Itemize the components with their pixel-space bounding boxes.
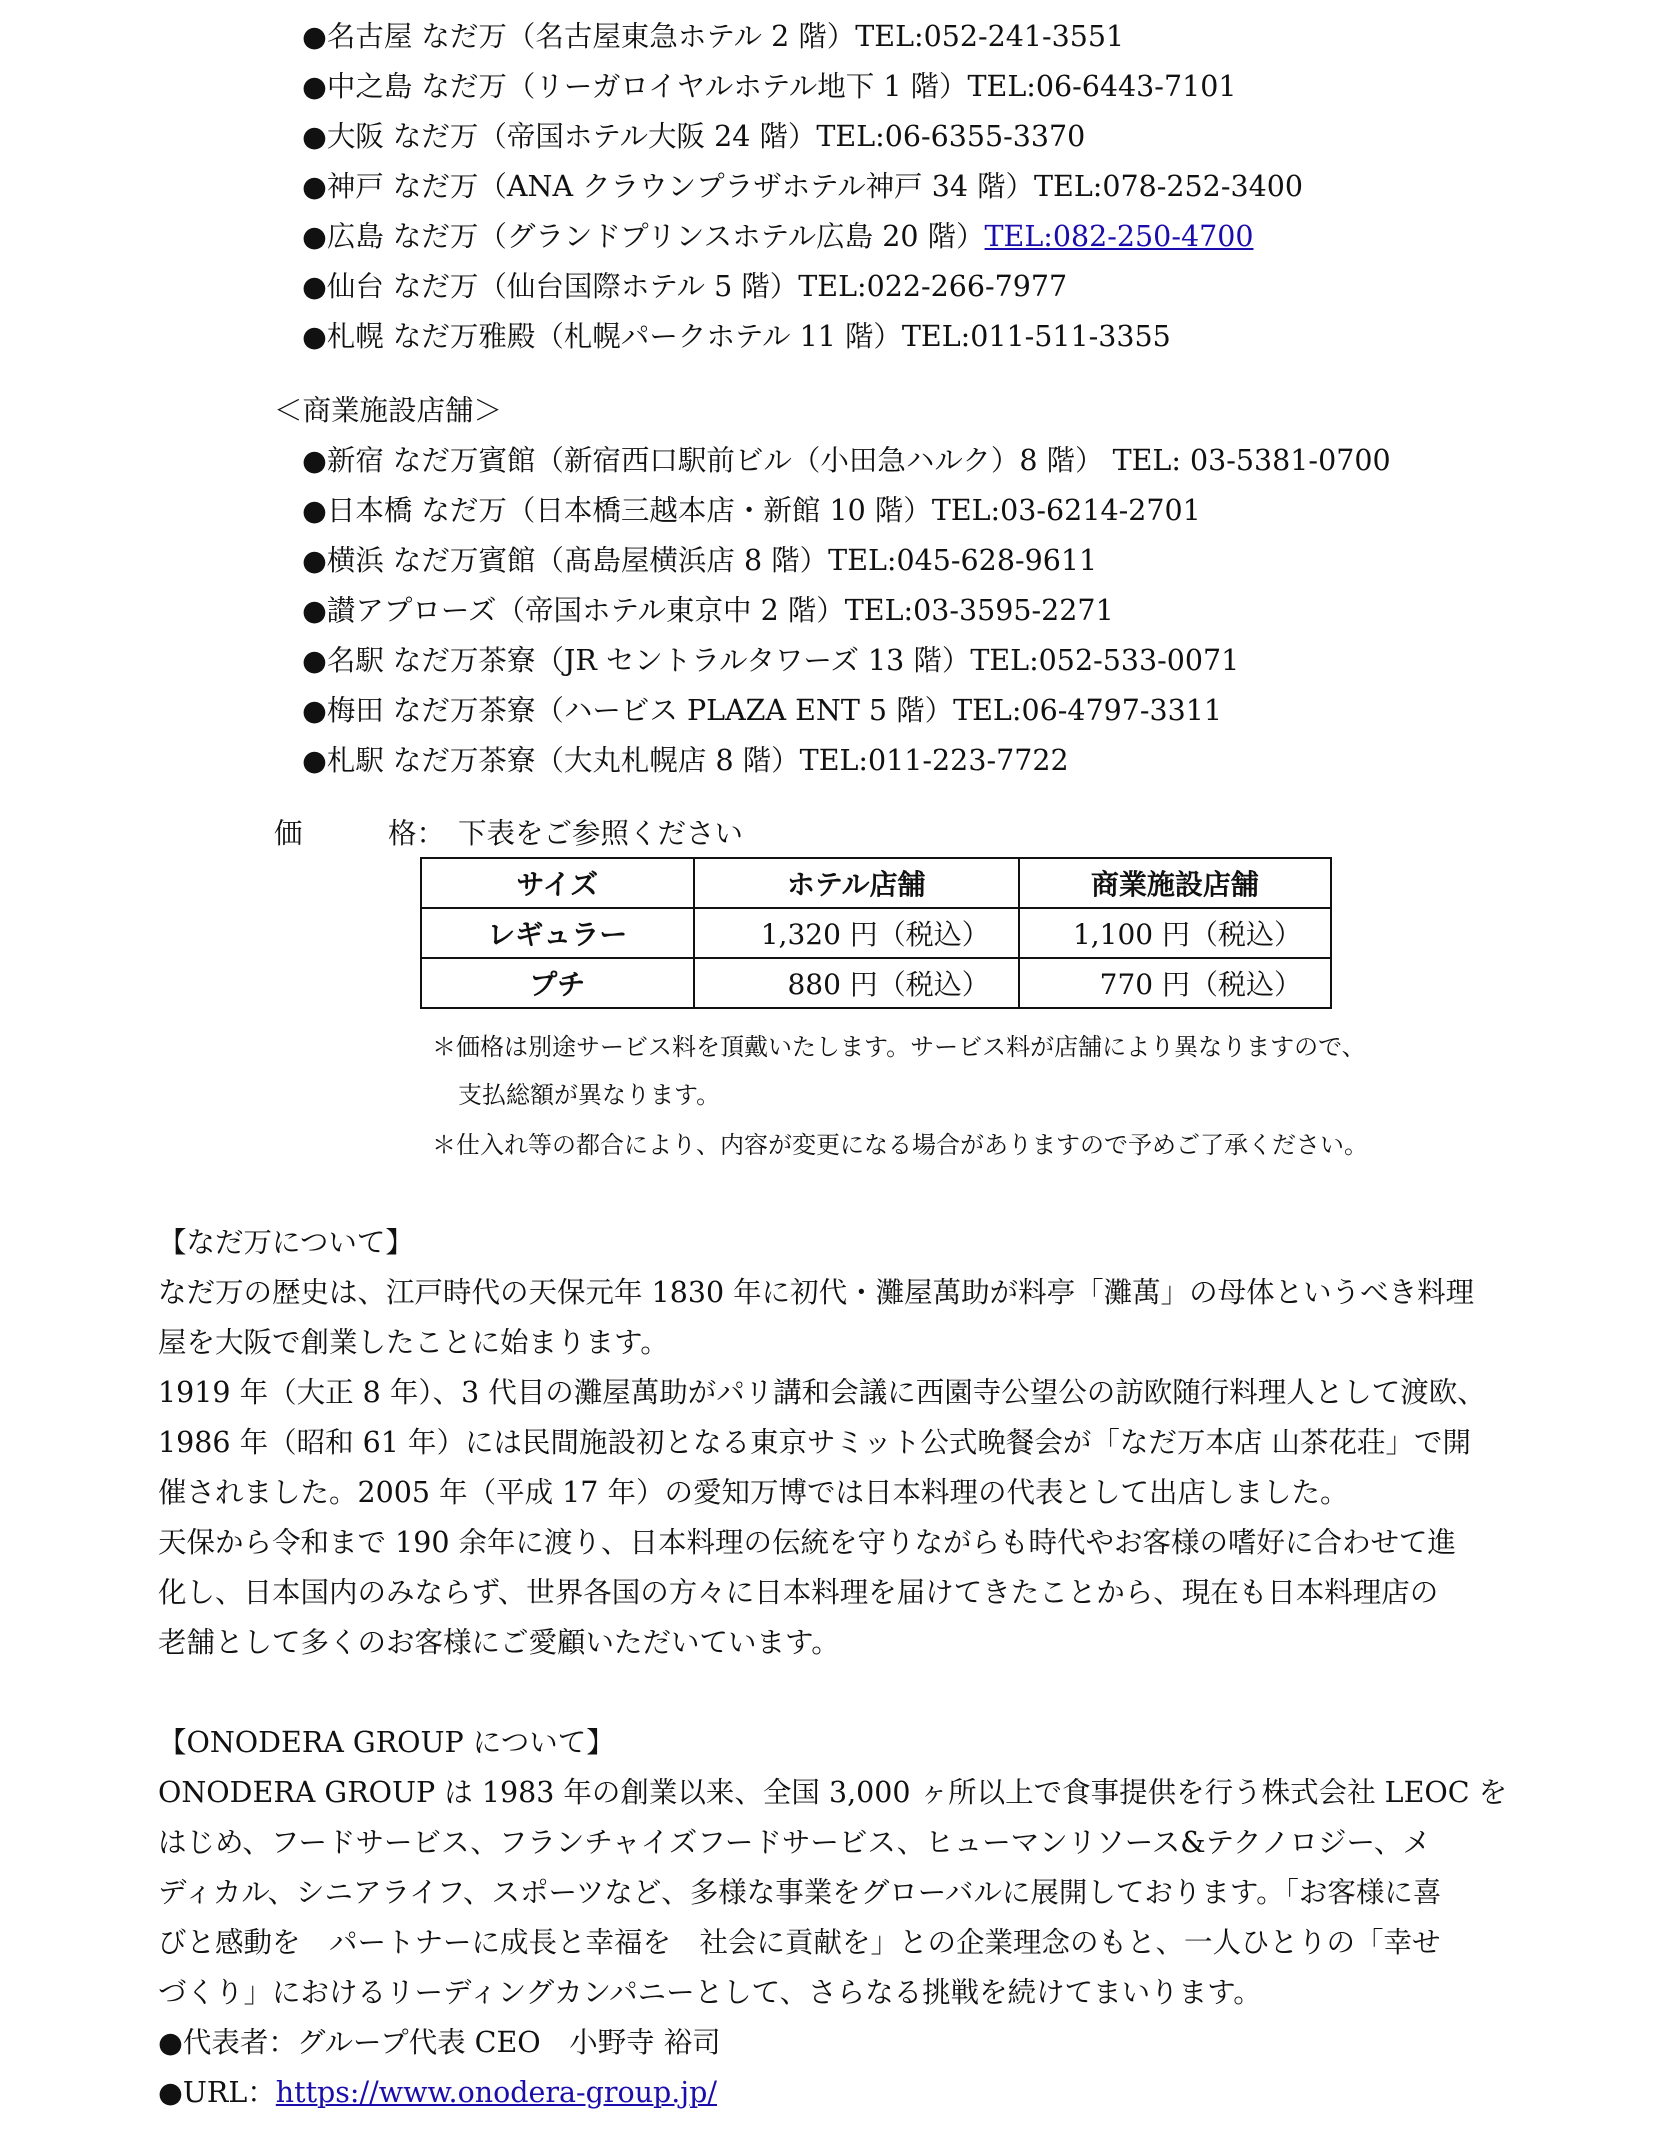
hotel-store-hiroshima-text: ●広島 なだ万（グランドプリンスホテル広島 20 階） [302,220,985,253]
about-nadaman-line: 老舗として多くのお客様にご愛顧いただいています。 [158,1626,840,1659]
about-nadaman-line: なだ万の歴史は、江戸時代の天保元年 1830 年に初代・灘屋萬助が料亭「灘萬」の母体というべき料理 [158,1276,1475,1309]
hotel-store-nakanoshima: ●中之島 なだ万（リーガロイヤルホテル地下 1 階）TEL:06-6443-7101 [302,70,1237,103]
commercial-store-shinjuku: ●新宿 なだ万賓館（新宿西口駅前ビル（小田急ハルク）8 階） TEL: 03-5381-0700 [302,444,1391,477]
about-onodera-line: びと感動を パートナーに成長と幸福を 社会に貢献を」との企業理念のもと、一人ひとりの「幸せ [158,1926,1441,1959]
url-label: ●URL： [158,2076,276,2109]
price-commercial-cell: 1,100 円（税込） [1019,908,1331,958]
about-onodera-line: ディカル、シニアライフ、スポーツなど、多様な事業をグローバルに展開しております。「お客様に喜 [158,1876,1442,1909]
price-table-row [421,958,1331,1008]
commercial-store-umeda: ●梅田 なだ万茶寮（ハービス PLAZA ENT 5 階）TEL:06-4797-3311 [302,694,1223,727]
price-text: 下表をご参照ください [458,817,744,850]
price-table [420,857,1332,1009]
price-label: 価 格： [274,817,446,850]
price-commercial-cell: 770 円（税込） [1019,958,1331,1008]
price-hotel-cell: 880 円（税込） [694,958,1019,1008]
commercial-store-nihonbashi: ●日本橋 なだ万（日本橋三越本店・新館 10 階）TEL:03-6214-2701 [302,494,1201,527]
price-header-hotel: ホテル店舗 [694,858,1019,908]
about-nadaman-line: 屋を大阪で創業したことに始まります。 [158,1326,669,1359]
url-line [158,2073,717,2113]
price-size-cell: プチ [421,958,694,1008]
price-table-row [421,908,1331,958]
price-note-1: ＊価格は別途サービス料を頂戴いたします。サービス料が店舗により異なりますので、 [432,1033,1366,1061]
about-nadaman-line: 1919 年（大正 8 年）、3 代目の灘屋萬助がパリ講和会議に西園寺公望公の訪欧随行料理人として渡欧、 [158,1376,1486,1409]
price-header-commercial: 商業施設店舗 [1019,858,1331,908]
about-onodera-line: はじめ、フードサービス、フランチャイズフードサービス、ヒューマンリソース&テクノロジー、メ [158,1826,1431,1859]
hotel-store-hiroshima [302,217,1253,257]
about-nadaman-line: 1986 年（昭和 61 年）には民間施設初となる東京サミット公式晩餐会が「なだ万本店 山茶花荘」で開 [158,1426,1471,1459]
onodera-url-link[interactable]: https://www.onodera-group.jp/ [275,2076,717,2109]
about-onodera-line: づくり」におけるリーディングカンパニーとして、さらなる挑戦を続けてまいります。 [158,1976,1262,2009]
hotel-store-sapporo: ●札幌 なだ万雅殿（札幌パークホテル 11 階）TEL:011-511-3355 [302,320,1171,353]
price-hotel-cell: 1,320 円（税込） [694,908,1019,958]
price-note-3: ＊仕入れ等の都合により、内容が変更になる場合がありますので予めご了承ください。 [432,1131,1368,1159]
about-nadaman-line: 化し、日本国内のみならず、世界各国の方々に日本料理を届けてきたことから、現在も日本料理店の [158,1576,1439,1609]
representative: ●代表者：グループ代表 CEO 小野寺 裕司 [158,2026,721,2059]
hiroshima-tel-link[interactable]: TEL:082-250-4700 [984,220,1254,253]
commercial-store-yokohama: ●横浜 なだ万賓館（髙島屋横浜店 8 階）TEL:045-628-9611 [302,544,1098,577]
about-nadaman-heading: 【なだ万について】 [158,1226,414,1259]
hotel-store-nagoya: ●名古屋 なだ万（名古屋東急ホテル 2 階）TEL:052-241-3551 [302,20,1125,53]
about-nadaman-line: 天保から令和まで 190 余年に渡り、日本料理の伝統を守りながらも時代やお客様の嗜好に合わせて進 [158,1526,1457,1559]
hotel-store-sendai: ●仙台 なだ万（仙台国際ホテル 5 階）TEL:022-266-7977 [302,270,1068,303]
commercial-store-applause: ●讃アプローズ（帝国ホテル東京中 2 階）TEL:03-3595-2271 [302,594,1114,627]
about-onodera-heading: 【ONODERA GROUP について】 [158,1726,615,1759]
price-note-2: 支払総額が異なります。 [458,1081,721,1109]
hotel-store-kobe: ●神戸 なだ万（ANA クラウンプラザホテル神戸 34 階）TEL:078-252-3400 [302,170,1303,203]
price-size-cell: レギュラー [421,908,694,958]
commercial-store-sapporo-station: ●札駅 なだ万茶寮（大丸札幌店 8 階）TEL:011-223-7722 [302,744,1069,777]
price-header-size: サイズ [421,858,694,908]
price-table-header-row [421,858,1331,908]
about-onodera-line: ONODERA GROUP は 1983 年の創業以来、全国 3,000 ヶ所以上で食事提供を行う株式会社 LEOC を [158,1776,1508,1809]
commercial-store-meieki: ●名駅 なだ万茶寮（JR セントラルタワーズ 13 階）TEL:052-533-0071 [302,644,1240,677]
commercial-heading: ＜商業施設店舗＞ [274,394,503,427]
about-nadaman-line: 催されました。2005 年（平成 17 年）の愛知万博では日本料理の代表として出店しました。 [158,1476,1349,1509]
hotel-store-osaka: ●大阪 なだ万（帝国ホテル大阪 24 階）TEL:06-6355-3370 [302,120,1086,153]
